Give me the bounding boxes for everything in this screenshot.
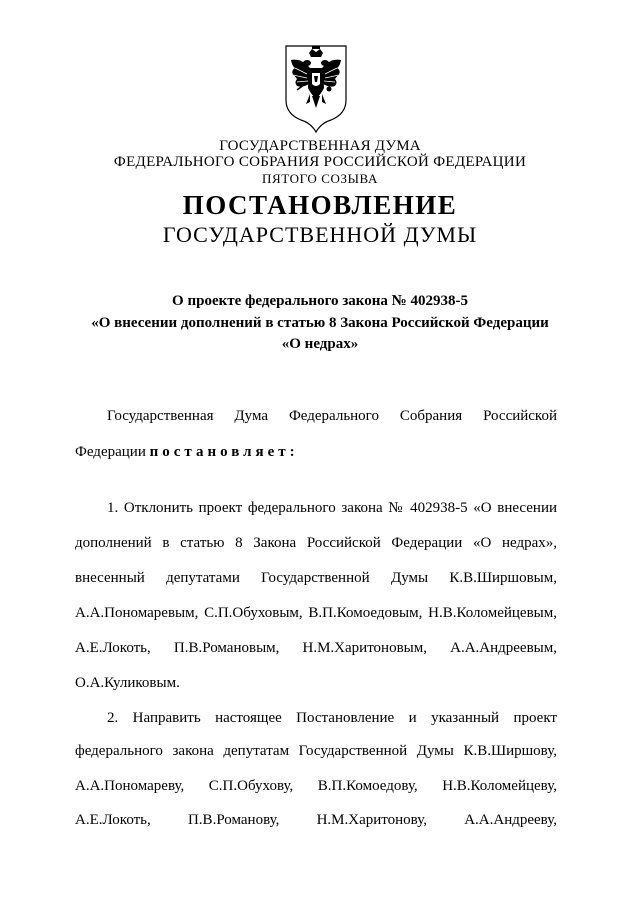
subject-line2: «О внесении дополнений в статью 8 Закона Российской Федерации — [91, 315, 549, 331]
paragraph1-line: А.А.Пономаревым, С.П.Обуховым, В.П.Комоедовым, Н.В.Коломейцевым, — [75, 605, 557, 621]
preamble-line2-start: Федерации — [75, 444, 146, 460]
preamble-line1: Государственная Дума Федерального Собрания Российской — [107, 408, 557, 424]
preamble-line2 — [75, 444, 557, 461]
org-name-line2: ФЕДЕРАЛЬНОГО СОБРАНИЯ РОССИЙСКОЙ ФЕДЕРАЦИИ — [113, 154, 527, 170]
document-subtitle: ГОСУДАРСТВЕННОЙ ДУМЫ — [162, 222, 478, 247]
paragraph2-line: 2. Направить настоящее Постановление и указанный проект — [107, 710, 557, 726]
subject-line1: О проекте федерального закона № 402938-5 — [172, 293, 468, 309]
paragraph1-line: внесенный депутатами Государственной Думы К.В.Ширшовым, — [75, 570, 557, 586]
subject-line3: «О недрах» — [281, 336, 359, 352]
paragraph1-line: 1. Отклонить проект федерального закона № 402938-5 «О внесении — [107, 500, 557, 516]
double-headed-eagle-icon — [283, 44, 349, 134]
paragraph2-line: А.Е.Локоть, П.В.Романову, Н.М.Харитонову, А.А.Андрееву, — [75, 812, 557, 828]
org-name-line1: ГОСУДАРСТВЕННАЯ ДУМА — [219, 138, 421, 154]
resolution-verb: постановляет: — [149, 444, 299, 460]
paragraph1-line: дополнений в статью 8 Закона Российской Федерации «О недрах», — [75, 535, 557, 551]
convocation-line: ПЯТОГО СОЗЫВА — [262, 171, 378, 186]
paragraph2-line: федерального закона депутатам Государственной Думы К.В.Ширшову, — [75, 743, 557, 759]
coat-of-arms-emblem — [283, 44, 349, 134]
paragraph2-line: А.А.Пономареву, С.П.Обухову, В.П.Комоедову, Н.В.Коломейцеву, — [75, 778, 557, 794]
paragraph1-line: О.А.Куликовым. — [75, 675, 180, 691]
paragraph1-line: А.Е.Локоть, П.В.Романовым, Н.М.Харитоновым, А.А.Андреевым, — [75, 640, 557, 656]
document-title: ПОСТАНОВЛЕНИЕ — [182, 190, 458, 220]
